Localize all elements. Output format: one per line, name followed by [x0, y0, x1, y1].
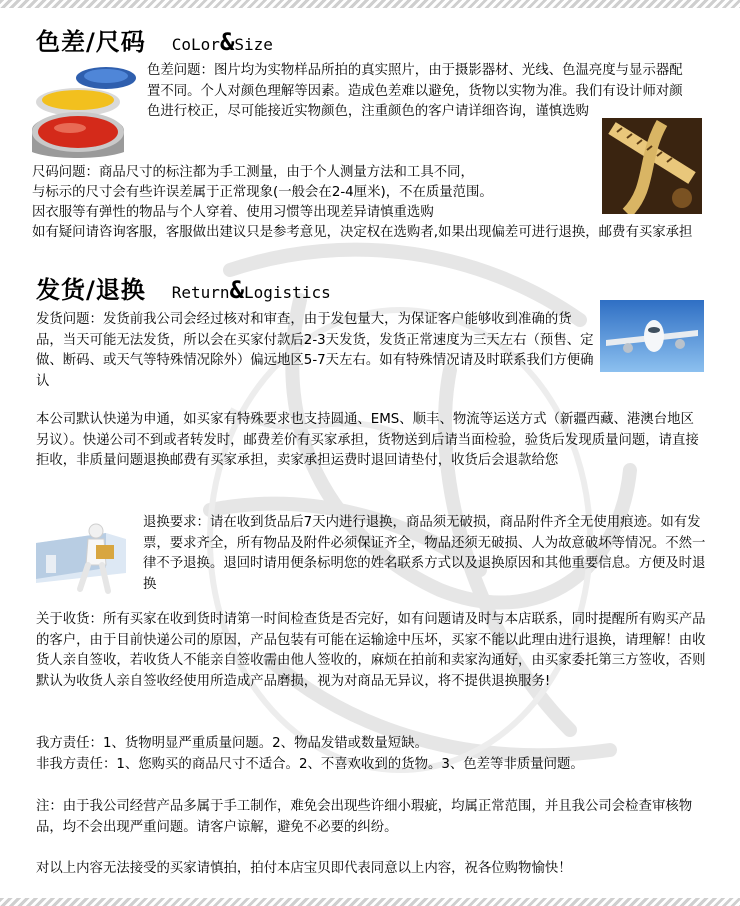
our-responsibility-text: 我方责任：1、货物明显严重质量问题。2、物品发错或数量短缺。 — [36, 736, 428, 751]
size-issue-line-2: 与标示的尺寸会有些许误差属于正常现象(一般会在2-4厘米)，不在质量范围。 — [32, 185, 493, 200]
shipping-text: 发货问题：发货前我公司会经过核对和审查，由于发包量大，为保证客户能够收到准确的货品，当天可能无法发货，所以会在买家付款后2-3天发货，发货正常速度为三天左右（预售、定做、断码、或天气等特殊情况除外）偏远地区5-7天左右。如有特殊情况请及时联系我们方便确认 — [36, 312, 594, 389]
color-size-title: 色差/尺码 — [36, 28, 146, 56]
color-issue-text: 色差问题：图片均为实物样品所拍的真实照片，由于摄影器材、光线、色温亮度与显示器配置不同。个人对颜色理解等因素。造成色差难以避免，货物以实物为准。我们有设计师对颜色进行校正，尽可能接近实物颜色，注重颜色的客户请详细咨询，谨慎选购 — [147, 63, 683, 119]
return-logistics-title: 发货/退换 — [36, 276, 146, 304]
return-logistics-subtitle: Return&Logistics — [171, 276, 331, 304]
airplane-icon — [600, 300, 704, 372]
note-text: 注：由于我公司经营产品多属于手工制作，难免会出现些许细小瑕疵，均属正常范围，并且我公司会检查审核物品，均不会出现严重问题。请客户谅解，避免不必要的纠纷。 — [36, 799, 693, 835]
paint-cans-icon — [32, 60, 140, 158]
return-logistics-heading — [36, 270, 331, 305]
closing-text: 对以上内容无法接受的买家请慎拍，拍付本店宝贝即代表同意以上内容，祝各位购物愉快！ — [36, 861, 572, 876]
tape-measure-icon — [602, 118, 702, 214]
not-our-responsibility-text: 非我方责任：1、您购买的商品尺寸不适合。2、不喜欢收到的货物。3、色差等非质量问题。 — [36, 757, 584, 772]
color-size-subtitle: CoLor&Size — [171, 28, 273, 56]
size-issue-line-4: 如有疑问请咨询客服，客服做出建议只是参考意见，决定权在选购者,如果出现偏差可进行退换，邮费有买家承担 — [32, 225, 693, 240]
receiving-text: 关于收货：所有买家在收到货时请第一时间检查货是否完好，如有问题请及时与本店联系，同时提醒所有购买产品的客户，由于目前快递公司的原因，产品包装有可能在运输途中压坏，买家不能以此理由进行退换，请理解！由收货人亲自签收，若收货人不能亲自签收需由他人签收的，麻烦在拍前和卖家沟通好，由买家委托第三方签收，否则默认为收货人亲自签收经使用所造成产品磨损，视为对商品无异议，将不提供退换服务! — [36, 612, 706, 689]
size-issue-line-3: 因衣服等有弹性的物品与个人穿着、使用习惯等出现差异请慎重选购 — [32, 205, 434, 220]
top-border — [0, 0, 740, 8]
courier-text: 本公司默认快递为申通，如买家有特殊要求也支持圆通、EMS、顺丰、物流等运送方式（新疆西藏、港澳台地区另议）。快递公司不到或者转发时，邮费差价有买家承担，货物送到后请当面检验，验货后发现质量问题，请直接拒收，非质量问题退换邮费有买家承担，卖家承担运费时退回请垫付，收货后会退款给您 — [36, 412, 699, 468]
color-size-heading — [36, 22, 273, 57]
delivery-man-icon — [36, 503, 136, 599]
size-issue-line-1: 尺码问题：商品尺寸的标注都为手工测量，由于个人测量方法和工具不同， — [32, 165, 474, 180]
bottom-border — [0, 898, 740, 906]
return-requirement-text: 退换要求：请在收到货品后7天内进行退换，商品须无破损，商品附件齐全无使用痕迹。如有发票，要求齐全，所有物品及附件必须保证齐全，物品还须无破损、人为故意破坏等情况。不然一律不予退换。退回时请用便条标明您的姓名联系方式以及退换原因和其他重要信息。方便及时退换 — [143, 515, 706, 592]
